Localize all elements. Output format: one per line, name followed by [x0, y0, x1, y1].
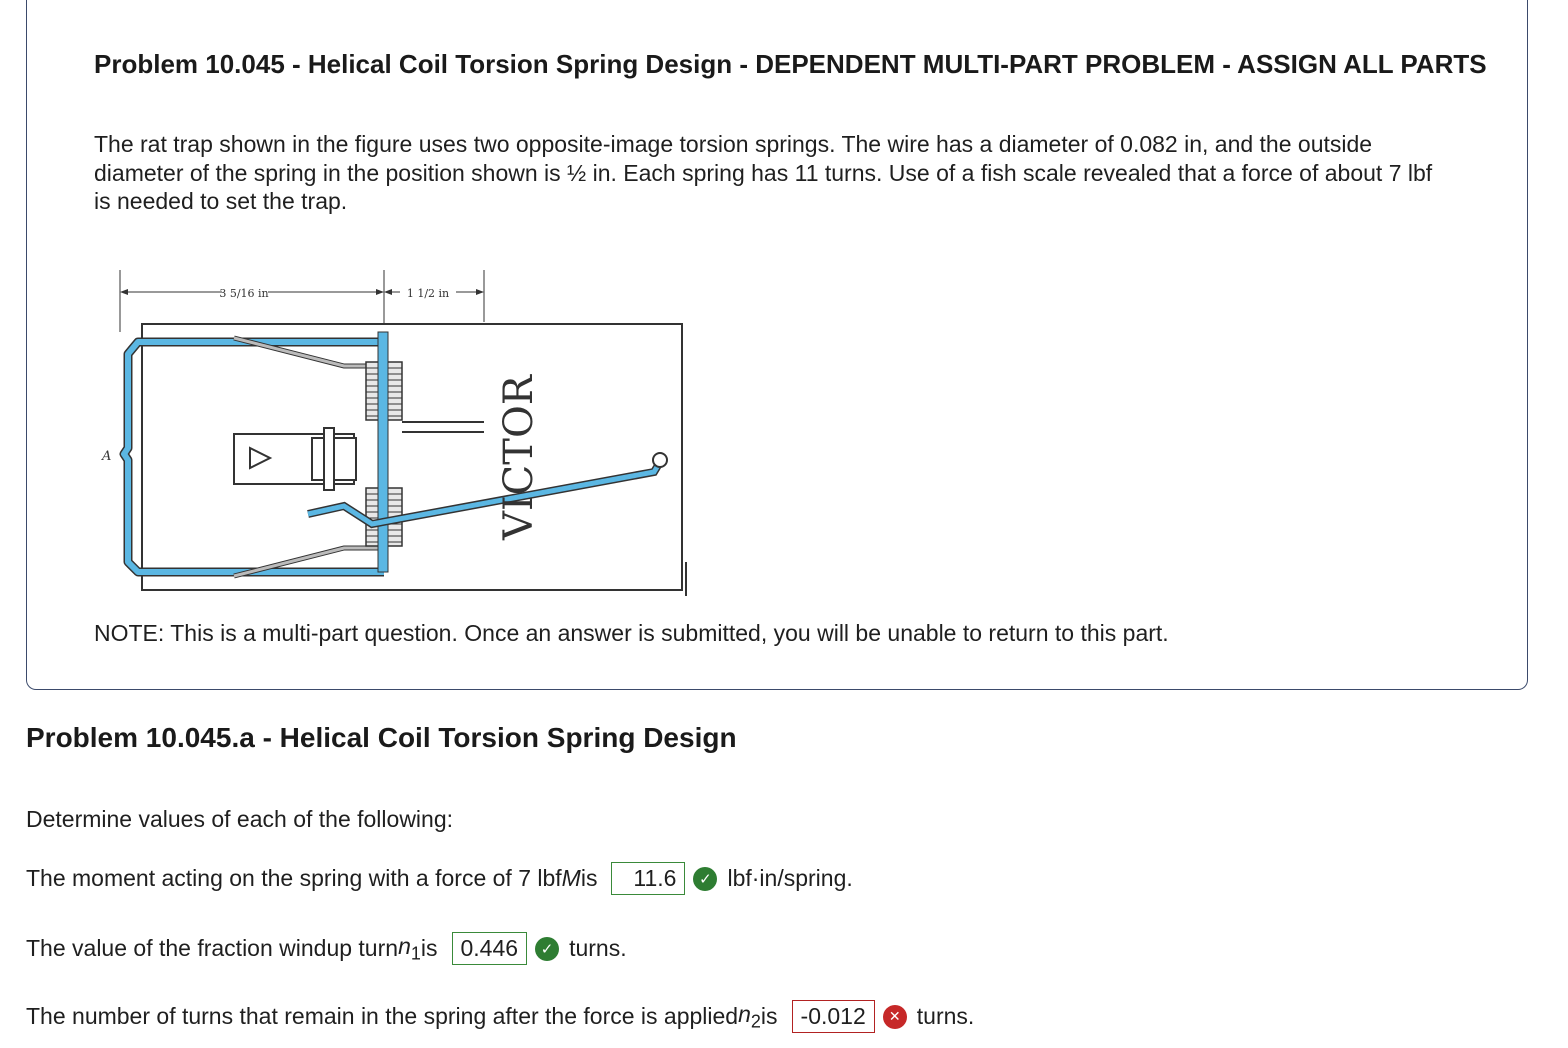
dim-arrow [376, 289, 384, 295]
answer-moment-field[interactable]: 11.6 [611, 862, 685, 895]
question-moment: The moment acting on the spring with a force of 7 lbf M is 11.6 ✓ lbf·in/spring. [26, 862, 853, 895]
catch-staple [653, 453, 667, 467]
question-windup: The value of the fraction windup turn $n_1$ is 0.446 ✓ turns. [26, 932, 627, 964]
point-label-a: A [102, 449, 112, 464]
dim-label-left: 3 5/16 in [219, 287, 269, 300]
part-a-instruction: Determine values of each of the following: [26, 806, 454, 832]
variable-n: $n_1$ [398, 932, 421, 964]
variable-n: $n_2$ [738, 1000, 761, 1032]
trap-base [142, 324, 682, 590]
question-turns-remaining: The number of turns that remain in the spring after the force is applied $n_2$ is -0.012 ✕ turns. [26, 1000, 975, 1032]
brand-label: VICTOR [496, 375, 542, 540]
check-icon: ✓ [693, 867, 717, 891]
part-a-title: Problem 10.045.a - Helical Coil Torsion Spring Design [26, 722, 737, 753]
dim-arrow [476, 289, 484, 295]
dim-arrow [120, 289, 128, 295]
problem-title: Problem 10.045 - Helical Coil Torsion Spring Design - DEPENDENT MULTI-PART PROBLEM - ASSIGN ALL PARTS [94, 49, 1487, 79]
dim-arrow [384, 289, 392, 295]
answer-turns-field[interactable]: -0.012 [792, 1000, 875, 1033]
error-icon: ✕ [883, 1005, 907, 1029]
unit-windup: turns. [569, 935, 627, 961]
check-icon: ✓ [535, 937, 559, 961]
answer-windup-field[interactable]: 0.446 [452, 932, 528, 965]
multipart-note: NOTE: This is a multi-part question. Once an answer is submitted, you will be unable to return to this part. [94, 620, 1169, 646]
unit-turns: turns. [916, 1003, 975, 1029]
problem-description: The rat trap shown in the figure uses two opposite-image torsion springs. The wire has a diameter of 0.082 in, and the outside diameter of the spring in the position shown is ½ in. Each spring has 11 turns. Use of a fish scale revealed that a force of about 7 lbf is needed to set the trap. [94, 131, 1433, 214]
variable-m: M [561, 865, 581, 891]
dim-label-right: 1 1/2 in [406, 287, 450, 300]
rat-trap-figure [94, 262, 704, 602]
unit-moment: lbf·in/spring. [727, 865, 853, 891]
